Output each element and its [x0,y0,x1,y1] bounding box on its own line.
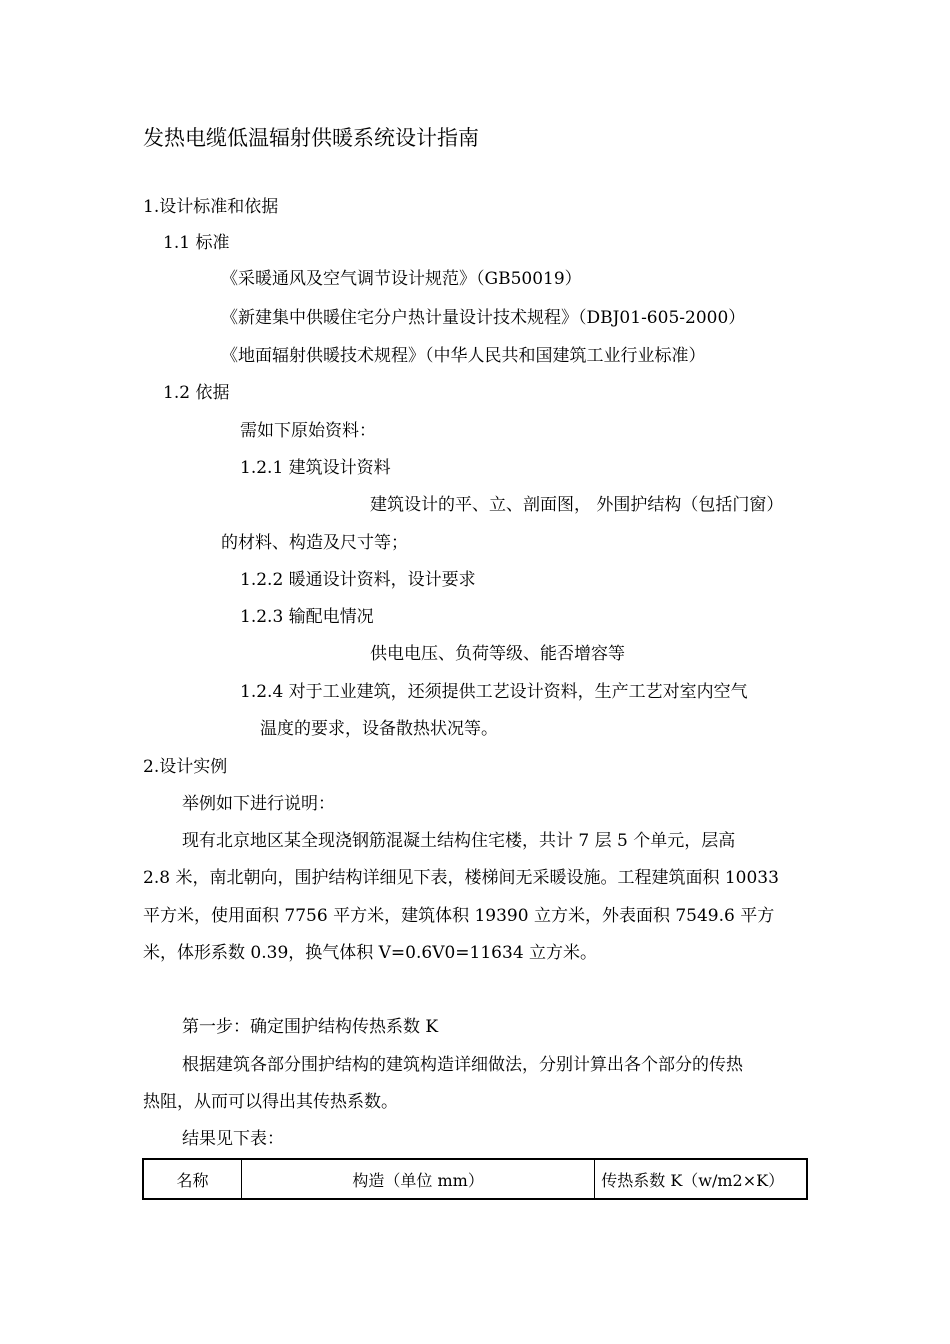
section-1-heading: 1.设计标准和依据 [143,197,279,217]
paragraph: 平方米，使用面积 7756 平方米，建筑体积 19390 立方米，外表面积 7549.6 平方 [143,906,775,926]
section-1-1-heading: 1.1 标准 [163,233,230,253]
standard-item: 《新建集中供暖住宅分户热计量设计技术规程》（DBJ01-605-2000） [221,308,746,328]
standard-item: 《地面辐射供暖技术规程》（中华人民共和国建筑工业行业标准） [221,346,706,366]
subsection-heading: 1.2.2 暖通设计资料，设计要求 [240,570,476,590]
paragraph: 的材料、构造及尺寸等； [221,533,408,553]
table-header-cell: 传热系数 K（w/m2×K） [595,1159,807,1199]
paragraph: 供电电压、负荷等级、能否增容等 [370,644,625,664]
paragraph: 米，体形系数 0.39，换气体积 V=0.6V0=11634 立方米。 [143,943,598,963]
paragraph: 结果见下表： [182,1129,284,1149]
section-2-heading: 2.设计实例 [143,757,228,777]
paragraph: 温度的要求，设备散热状况等。 [260,719,498,739]
subsection-heading: 1.2.3 输配电情况 [240,607,374,627]
paragraph: 2.8 米，南北朝向，围护结构详细见下表，楼梯间无采暖设施。工程建筑面积 10033 [143,868,779,888]
section-1-2-heading: 1.2 依据 [163,383,230,403]
paragraph: 热阻，从而可以得出其传热系数。 [143,1092,398,1112]
subsection-heading: 1.2.4 对于工业建筑，还须提供工艺设计资料，生产工艺对室内空气 [240,682,748,702]
paragraph: 现有北京地区某全现浇钢筋混凝土结构住宅楼，共计 7 层 5 个单元，层高 [182,831,736,851]
heat-transfer-table [142,1158,808,1200]
page-title: 发热电缆低温辐射供暖系统设计指南 [143,126,479,150]
paragraph: 根据建筑各部分围护结构的建筑构造详细做法，分别计算出各个部分的传热 [182,1055,743,1075]
paragraph: 建筑设计的平、立、剖面图， 外围护结构（包括门窗） [370,495,784,515]
table-header-row [143,1159,807,1199]
paragraph: 举例如下进行说明： [182,794,335,814]
step-heading: 第一步：确定围护结构传热系数 K [182,1017,439,1037]
table-header-cell: 构造（单位 mm） [242,1159,595,1199]
standard-item: 《采暖通风及空气调节设计规范》（GB50019） [221,269,582,289]
subsection-heading: 1.2.1 建筑设计资料 [240,458,391,478]
paragraph: 需如下原始资料： [240,421,376,441]
table-header-cell: 名称 [143,1159,242,1199]
